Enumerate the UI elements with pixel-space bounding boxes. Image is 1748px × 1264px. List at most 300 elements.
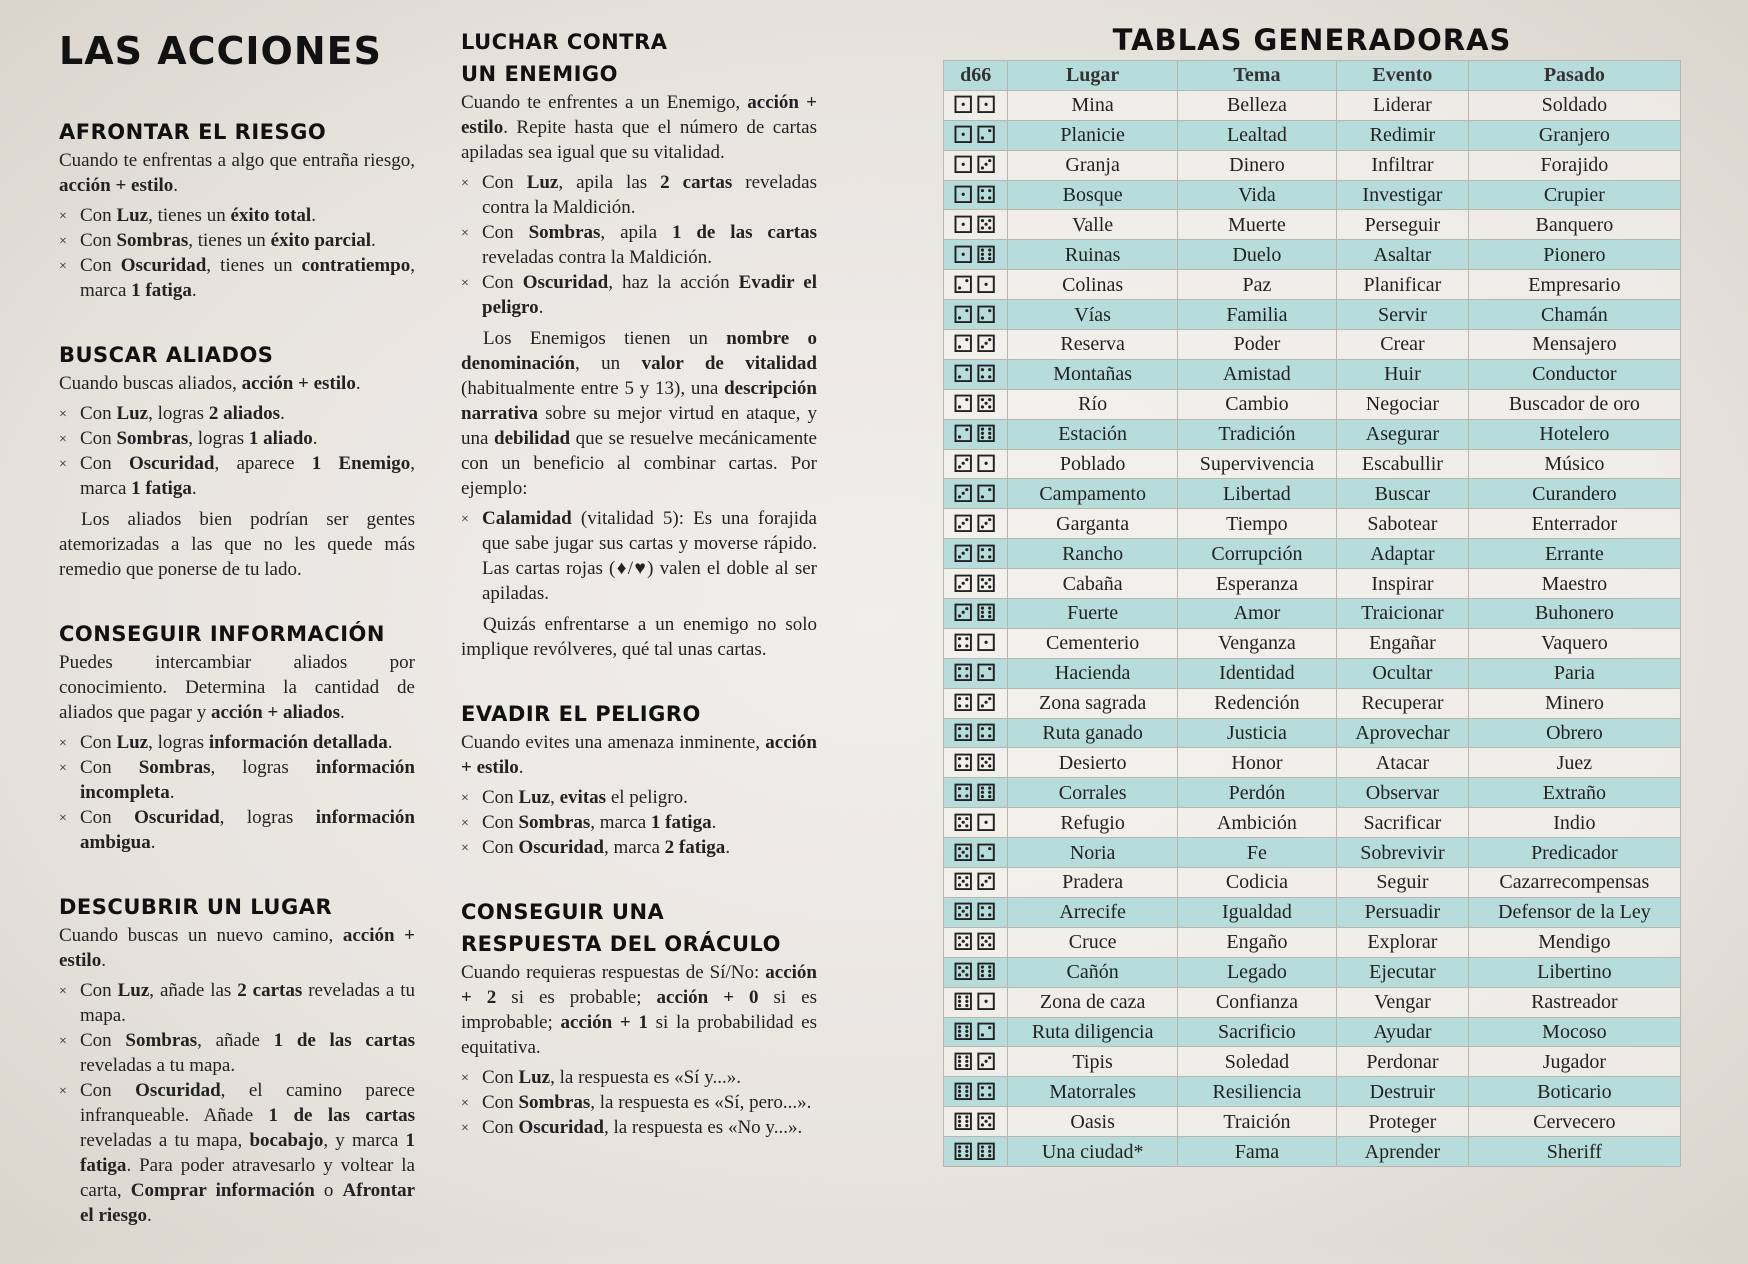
cell-tema: Muerte [1177, 210, 1336, 240]
section-heading [461, 26, 817, 90]
bold-text: acción + aliados [210, 702, 341, 723]
text-run: reveladas a tu mapa, [80, 1130, 250, 1151]
dice-roll-icon: ⚁⚂ [944, 330, 1008, 360]
cell-evento: Planificar [1337, 270, 1469, 300]
dice-roll-icon: ⚂⚃ [944, 539, 1008, 569]
text-run: Con [80, 980, 118, 1001]
text-run: , [550, 787, 560, 808]
cell-evento: Servir [1337, 300, 1469, 330]
cell-lugar: Cañón [1008, 957, 1177, 987]
table-row [944, 419, 1681, 449]
text-run: . [150, 832, 156, 853]
dice-roll-icon: ⚁⚁ [944, 300, 1008, 330]
cell-tema: Cambio [1177, 389, 1336, 419]
cell-lugar: Pradera [1008, 868, 1177, 898]
paragraph [461, 730, 817, 780]
cell-tema: Legado [1177, 957, 1336, 987]
table-row [944, 628, 1681, 658]
text-run: (habitualmente entre 5 y 13), una [461, 378, 725, 399]
bold-text: 1 Enemigo [311, 453, 411, 474]
bullet-list [59, 203, 415, 303]
cell-evento: Asegurar [1337, 419, 1469, 449]
cell-tema: Tiempo [1177, 509, 1336, 539]
heading-line: BUSCAR ALIADOS [59, 343, 274, 367]
text-run: . [340, 702, 345, 723]
cross-bullet-icon: × [59, 432, 67, 447]
cell-evento: Destruir [1337, 1077, 1469, 1107]
text-run: Con [482, 272, 523, 293]
cell-pasado: Crupier [1468, 180, 1680, 210]
cell-pasado: Buhonero [1468, 599, 1680, 629]
left-column [59, 26, 415, 1264]
bold-text: Luz [117, 980, 150, 1001]
cell-lugar: Desierto [1008, 748, 1177, 778]
table-row [944, 748, 1681, 778]
text-run: si es probable; [496, 987, 657, 1008]
heading-line: CONSEGUIR UNA [461, 900, 665, 924]
cell-pasado: Empresario [1468, 270, 1680, 300]
text-run: Con [80, 453, 129, 474]
cell-tema: Sacrificio [1177, 1017, 1336, 1047]
cell-tema: Paz [1177, 270, 1336, 300]
cross-bullet-icon: × [461, 841, 469, 856]
dice-roll-icon: ⚃⚀ [944, 628, 1008, 658]
cell-lugar: Arrecife [1008, 897, 1177, 927]
cell-lugar: Bosque [1008, 180, 1177, 210]
list-item [59, 755, 415, 805]
bold-text: éxito total [230, 205, 312, 226]
bold-text: Evadir el peligro [482, 272, 817, 318]
text-run: Con [80, 255, 121, 276]
cell-evento: Asaltar [1337, 240, 1469, 270]
dice-roll-icon: ⚀⚅ [944, 240, 1008, 270]
paragraph [461, 612, 817, 662]
text-run: . [312, 428, 318, 449]
dice-roll-icon: ⚃⚃ [944, 718, 1008, 748]
bold-text: descripción narrativa [461, 378, 817, 424]
bold-text: acción + estilo [59, 925, 415, 971]
bold-text: 1 de las cartas [671, 222, 817, 243]
text-run: Los Enemigos tienen un [483, 328, 727, 349]
cross-bullet-icon: × [59, 234, 67, 249]
paragraph [461, 960, 817, 1060]
cell-lugar: Una ciudad* [1008, 1137, 1177, 1167]
section-conseguir-una-respuesta-del-oraculo [461, 896, 817, 1140]
dice-roll-icon: ⚀⚂ [944, 150, 1008, 180]
cross-bullet-icon: × [461, 1096, 469, 1111]
column-header-pasado: Pasado [1468, 61, 1680, 91]
cell-tema: Vida [1177, 180, 1336, 210]
cell-pasado: Maestro [1468, 569, 1680, 599]
dice-roll-icon: ⚀⚄ [944, 210, 1008, 240]
bold-text: 1 aliado [248, 428, 313, 449]
table-row [944, 868, 1681, 898]
cell-lugar: Zona de caza [1008, 987, 1177, 1017]
bold-text: 1 fatiga [650, 812, 712, 833]
bold-text: Luz [116, 205, 149, 226]
cell-lugar: Colinas [1008, 270, 1177, 300]
section-heading [59, 339, 415, 371]
column-header-evento: Evento [1337, 61, 1469, 91]
dice-roll-icon: ⚄⚄ [944, 927, 1008, 957]
list-item [461, 810, 817, 835]
cell-evento: Crear [1337, 330, 1469, 360]
cell-pasado: Pionero [1468, 240, 1680, 270]
text-run: Con [482, 222, 529, 243]
bold-text: Sombras [116, 428, 189, 449]
bold-text: acción + 2 [461, 962, 817, 1008]
cell-evento: Sobrevivir [1337, 838, 1469, 868]
bold-text: bocabajo [249, 1130, 324, 1151]
dice-roll-icon: ⚂⚁ [944, 479, 1008, 509]
text-run: Con [482, 1117, 519, 1138]
paragraph [59, 507, 415, 582]
bullet-list [59, 401, 415, 501]
bold-text: 2 fatiga [664, 837, 726, 858]
text-run: , logras [210, 757, 316, 778]
cross-bullet-icon: × [59, 811, 67, 826]
text-run: Con [80, 205, 117, 226]
text-run: Puedes intercambiar aliados por conocimiento. Determina la cantidad de aliados que pagar y [59, 652, 415, 723]
cell-tema: Traición [1177, 1107, 1336, 1137]
text-run: . [355, 373, 361, 394]
dice-roll-icon: ⚂⚂ [944, 509, 1008, 539]
bold-text: Calamidad [482, 508, 572, 529]
section-heading [59, 618, 415, 650]
table-row [944, 897, 1681, 927]
cell-pasado: Sheriff [1468, 1137, 1680, 1167]
text-run: , y marca [323, 1130, 406, 1151]
heading-line: DESCUBRIR UN LUGAR [59, 895, 333, 919]
text-run: Con [482, 1067, 519, 1088]
table-row [944, 210, 1681, 240]
bold-text: Luz [518, 787, 551, 808]
cross-bullet-icon: × [59, 736, 67, 751]
bold-text: Luz [116, 732, 149, 753]
text-run: , marca [80, 453, 415, 499]
cell-evento: Infiltrar [1337, 150, 1469, 180]
bullet-list [59, 730, 415, 855]
bold-text: Oscuridad [128, 453, 215, 474]
cell-tema: Familia [1177, 300, 1336, 330]
cross-bullet-icon: × [59, 1084, 67, 1099]
table-row [944, 987, 1681, 1017]
cell-tema: Codicia [1177, 868, 1336, 898]
cell-pasado: Chamán [1468, 300, 1680, 330]
list-item [59, 203, 415, 228]
dice-roll-icon: ⚅⚀ [944, 987, 1008, 1017]
bold-text: Oscuridad [135, 1080, 221, 1101]
heading-line: AFRONTAR EL RIESGO [59, 120, 327, 144]
cell-evento: Aprender [1337, 1137, 1469, 1167]
cell-pasado: Músico [1468, 449, 1680, 479]
text-run: Con [80, 732, 117, 753]
cell-lugar: Cabaña [1008, 569, 1177, 599]
text-run: , la respuesta es «Sí, pero...». [590, 1092, 812, 1113]
dice-roll-icon: ⚄⚅ [944, 957, 1008, 987]
middle-column [461, 26, 817, 1176]
cell-lugar: Refugio [1008, 808, 1177, 838]
text-run: , aparece [214, 453, 312, 474]
cell-lugar: Hacienda [1008, 658, 1177, 688]
text-run: Con [482, 1092, 519, 1113]
dice-roll-icon: ⚁⚃ [944, 359, 1008, 389]
text-run: Con [80, 230, 117, 251]
cell-evento: Liderar [1337, 90, 1469, 120]
dice-roll-icon: ⚅⚂ [944, 1047, 1008, 1077]
bold-text: acción + estilo [59, 175, 174, 196]
bold-text: Oscuridad [518, 837, 604, 858]
section-evadir-el-peligro [461, 698, 817, 860]
cell-evento: Inspirar [1337, 569, 1469, 599]
text-run: , añade las [149, 980, 238, 1001]
bold-text: 1 fatiga [80, 1130, 415, 1176]
cell-lugar: Poblado [1008, 449, 1177, 479]
cell-pasado: Soldado [1468, 90, 1680, 120]
text-run: Con [482, 837, 519, 858]
cross-bullet-icon: × [461, 1071, 469, 1086]
cross-bullet-icon: × [461, 512, 469, 527]
cell-evento: Ejecutar [1337, 957, 1469, 987]
text-run: Con [482, 172, 527, 193]
cell-evento: Ayudar [1337, 1017, 1469, 1047]
cell-pasado: Juez [1468, 748, 1680, 778]
table-row [944, 270, 1681, 300]
text-run: Con [80, 1080, 136, 1101]
cell-lugar: Tipis [1008, 1047, 1177, 1077]
bold-text: Sombras [528, 222, 601, 243]
cell-tema: Identidad [1177, 658, 1336, 688]
cell-pasado: Forajido [1468, 150, 1680, 180]
text-run: . [711, 812, 717, 833]
bold-text: 2 cartas [237, 980, 303, 1001]
text-run: , logras [219, 807, 316, 828]
cell-lugar: Rancho [1008, 539, 1177, 569]
cell-evento: Aprovechar [1337, 718, 1469, 748]
column-header-d66: d66 [944, 61, 1008, 91]
cell-lugar: Ruta diligencia [1008, 1017, 1177, 1047]
table-row [944, 150, 1681, 180]
text-run: , marca [603, 837, 665, 858]
table-row [944, 927, 1681, 957]
cell-tema: Perdón [1177, 778, 1336, 808]
text-run: , haz la acción [608, 272, 739, 293]
cell-pasado: Cervecero [1468, 1107, 1680, 1137]
text-run: o [314, 1180, 343, 1201]
cell-lugar: Cementerio [1008, 628, 1177, 658]
bold-text: acción + estilo [461, 92, 817, 138]
cross-bullet-icon: × [461, 816, 469, 831]
heading-line: CONSEGUIR INFORMACIÓN [59, 622, 385, 646]
dice-roll-icon: ⚃⚁ [944, 658, 1008, 688]
paragraph [59, 371, 415, 396]
bold-text: 1 fatiga [131, 478, 192, 499]
list-item [59, 426, 415, 451]
dice-roll-icon: ⚂⚅ [944, 599, 1008, 629]
text-run: , tienes un [188, 230, 271, 251]
cell-pasado: Mocoso [1468, 1017, 1680, 1047]
list-item [59, 978, 415, 1028]
section-heading [59, 116, 415, 148]
text-run: . [371, 230, 376, 251]
dice-roll-icon: ⚃⚄ [944, 748, 1008, 778]
cell-pasado: Defensor de la Ley [1468, 897, 1680, 927]
table-row [944, 1077, 1681, 1107]
cell-pasado: Mensajero [1468, 330, 1680, 360]
text-run: Con [80, 807, 135, 828]
dice-roll-icon: ⚄⚁ [944, 838, 1008, 868]
text-run: , logras [188, 428, 249, 449]
section-buscar-aliados [59, 339, 415, 582]
cell-evento: Proteger [1337, 1107, 1469, 1137]
section-heading [461, 896, 817, 960]
list-item [461, 785, 817, 810]
list-item [461, 220, 817, 270]
cross-bullet-icon: × [461, 791, 469, 806]
cross-bullet-icon: × [59, 457, 67, 472]
cell-lugar: Reserva [1008, 330, 1177, 360]
list-item [461, 1115, 817, 1140]
text-run: . Repite hasta que el número de cartas apiladas sea igual que su vitalidad. [461, 117, 817, 163]
list-item [461, 170, 817, 220]
text-run: Con [482, 787, 519, 808]
cell-tema: Confianza [1177, 987, 1336, 1017]
table-row [944, 449, 1681, 479]
text-run: que se resuelve mecánicamente con un beneficio al combinar cartas. Por ejemplo: [461, 428, 817, 499]
bold-text: información detallada [208, 732, 388, 753]
text-run: (vitalidad 5): Es una forajida que sabe jugar sus cartas y moverse rápido. Las cartas rojas (♦/♥) valen el doble al ser apiladas. [482, 508, 817, 604]
list-item [461, 270, 817, 320]
cross-bullet-icon: × [461, 276, 469, 291]
table-row [944, 330, 1681, 360]
bold-text: acción + 0 [656, 987, 759, 1008]
bold-text: 1 fatiga [131, 280, 192, 301]
bullet-list [461, 785, 817, 860]
table-row [944, 808, 1681, 838]
cell-evento: Explorar [1337, 927, 1469, 957]
paragraph [59, 923, 415, 973]
cell-evento: Redimir [1337, 120, 1469, 150]
cell-lugar: Corrales [1008, 778, 1177, 808]
bold-text: debilidad [494, 428, 571, 449]
bold-text: Oscuridad [134, 807, 220, 828]
text-run: Cuando buscas aliados, [59, 373, 242, 394]
cell-lugar: Vías [1008, 300, 1177, 330]
cell-pasado: Buscador de oro [1468, 389, 1680, 419]
heading-line: EVADIR EL PELIGRO [461, 702, 701, 726]
list-item [59, 805, 415, 855]
generator-tables [943, 20, 1681, 1167]
bold-text: Oscuridad [120, 255, 207, 276]
cell-tema: Amistad [1177, 359, 1336, 389]
list-item [59, 1078, 415, 1228]
cell-pasado: Indio [1468, 808, 1680, 838]
table-row [944, 300, 1681, 330]
cell-tema: Redención [1177, 688, 1336, 718]
cell-tema: Amor [1177, 599, 1336, 629]
bold-text: contratiempo [301, 255, 411, 276]
text-run: , tienes un [148, 205, 231, 226]
cell-pasado: Rastreador [1468, 987, 1680, 1017]
cell-evento: Persuadir [1337, 897, 1469, 927]
dice-roll-icon: ⚁⚄ [944, 389, 1008, 419]
cell-evento: Observar [1337, 778, 1469, 808]
dice-roll-icon: ⚂⚀ [944, 449, 1008, 479]
table-header-row [944, 61, 1681, 91]
text-run: Con [80, 403, 117, 424]
cross-bullet-icon: × [461, 1121, 469, 1136]
cell-pasado: Conductor [1468, 359, 1680, 389]
cell-lugar: Montañas [1008, 359, 1177, 389]
cell-lugar: Garganta [1008, 509, 1177, 539]
cell-evento: Perseguir [1337, 210, 1469, 240]
cell-tema: Duelo [1177, 240, 1336, 270]
dice-roll-icon: ⚅⚅ [944, 1137, 1008, 1167]
table-row [944, 1047, 1681, 1077]
cell-tema: Fe [1177, 838, 1336, 868]
bold-text: Oscuridad [522, 272, 609, 293]
dice-roll-icon: ⚄⚀ [944, 808, 1008, 838]
dice-roll-icon: ⚁⚀ [944, 270, 1008, 300]
text-run: . [280, 403, 285, 424]
bold-text: acción + 1 [560, 1012, 648, 1033]
text-run: , marca [80, 255, 415, 301]
cell-lugar: Oasis [1008, 1107, 1177, 1137]
cross-bullet-icon: × [461, 226, 469, 241]
table-row [944, 778, 1681, 808]
cross-bullet-icon: × [59, 407, 67, 422]
text-run: reveladas contra la Maldición. [482, 172, 818, 218]
bold-text: Sombras [125, 1030, 198, 1051]
text-run: reveladas a tu mapa. [80, 980, 415, 1026]
cell-lugar: Matorrales [1008, 1077, 1177, 1107]
cell-lugar: Cruce [1008, 927, 1177, 957]
bold-text: Sombras [138, 757, 211, 778]
list-item [59, 1028, 415, 1078]
cell-pasado: Paria [1468, 658, 1680, 688]
dice-roll-icon: ⚂⚄ [944, 569, 1008, 599]
generator-table [943, 60, 1681, 1167]
cell-pasado: Cazarrecompensas [1468, 868, 1680, 898]
cell-lugar: Mina [1008, 90, 1177, 120]
text-run: , la respuesta es «No y...». [603, 1117, 803, 1138]
column-header-lugar: Lugar [1008, 61, 1177, 91]
table-row [944, 240, 1681, 270]
paragraph [461, 326, 817, 501]
dice-roll-icon: ⚀⚀ [944, 90, 1008, 120]
cell-evento: Sacrificar [1337, 808, 1469, 838]
text-run: , logras [148, 732, 209, 753]
text-run: si la probabilidad es equitativa. [461, 1012, 817, 1058]
cell-pasado: Boticario [1468, 1077, 1680, 1107]
dice-roll-icon: ⚃⚅ [944, 778, 1008, 808]
cell-evento: Escabullir [1337, 449, 1469, 479]
text-run: reveladas a tu mapa. [80, 1055, 236, 1076]
text-run: sobre su mejor virtud en ataque, y una [461, 403, 817, 449]
cell-pasado: Obrero [1468, 718, 1680, 748]
cell-evento: Adaptar [1337, 539, 1469, 569]
dice-roll-icon: ⚄⚂ [944, 868, 1008, 898]
cell-pasado: Enterrador [1468, 509, 1680, 539]
cell-evento: Buscar [1337, 479, 1469, 509]
list-item [461, 1090, 817, 1115]
cell-tema: Soledad [1177, 1047, 1336, 1077]
text-run: . Para poder atravesarlo y voltear la carta, [80, 1155, 415, 1201]
bold-text: 1 de las cartas [273, 1030, 415, 1051]
text-run: , la respuesta es «Sí y...». [550, 1067, 741, 1088]
bold-text: Sombras [116, 230, 189, 251]
table-row [944, 718, 1681, 748]
